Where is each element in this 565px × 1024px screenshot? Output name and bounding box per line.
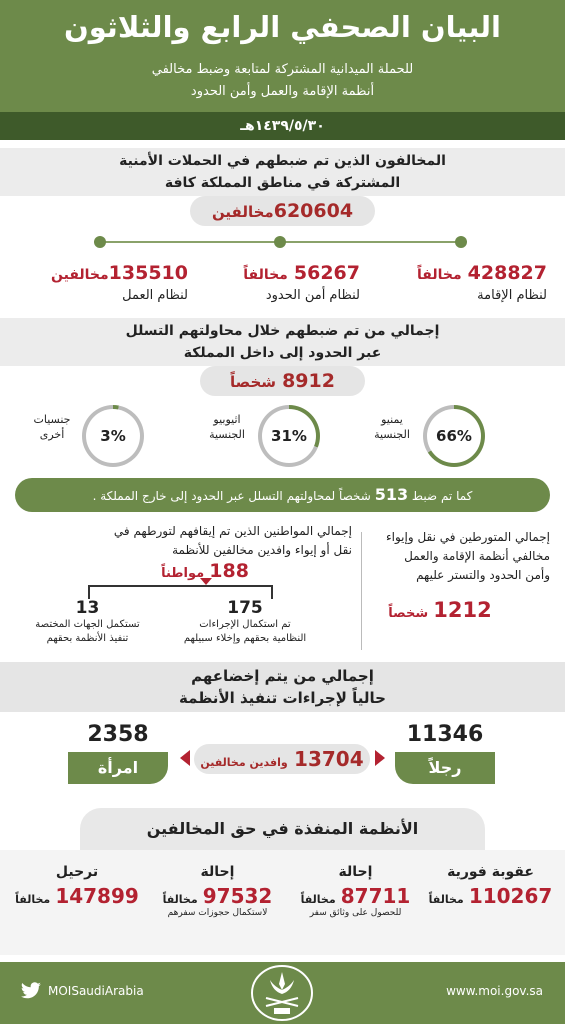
procedures-heading-line-1: إجمالي من يتم إخضاعهم [191,667,374,685]
website-link[interactable]: www.moi.gov.sa [446,984,543,998]
citizens-completed-text-2: النظامية بحقهم وإخلاء سبيلهم [183,633,307,644]
violators-total-value: 620604 [273,200,354,222]
violators-item-border [205,262,360,303]
men-tab [395,752,495,784]
violators-item-labor [18,262,188,303]
violators-heading-line-2: المشتركة في مناطق المملكة كافة [164,175,401,191]
violators-dot-3 [94,236,106,248]
nationality-percent: 31% [262,409,316,463]
involved-unit: شخصاً [388,606,429,621]
nationality-ethiopia-caption [192,412,262,442]
citizens-unit: مواطناً [161,566,205,581]
penalty-unit: مخالفاً [15,893,51,906]
nationality-ethiopia-ring [258,405,320,467]
nationality-yemen-caption [360,412,424,442]
nationality-label-1: اثيوبيو [213,413,241,426]
procedures-heading-band [0,662,565,712]
violators-item-unit: مخالفين [51,267,109,283]
involved-block [360,528,550,585]
involved-text-1: إجمالي المتورطين في نقل وإيواء [386,530,550,544]
subtitle-line-2: أنظمة الإقامة والعمل وأمن الحدود [190,84,375,99]
violators-item-value: 135510 [108,262,188,284]
citizens-pending [25,598,150,646]
violators-item-value: 56267 [293,262,360,284]
women-value: 2358 [87,722,149,747]
nationality-label-2: الجنسية [209,428,245,441]
arrow-right-icon [375,750,385,766]
penalty-note: لاستكمال حجوزات سفرهم [167,908,268,918]
date-bar: ١٤٣٩/٥/٣٠هـ [0,112,565,140]
nationality-other-caption [22,412,82,442]
nationality-yemen-ring [423,405,485,467]
citizens-bracket [88,585,273,599]
citizens-completed [175,598,315,646]
violators-heading-band [0,148,565,196]
penalty-title: إحالة [338,864,373,880]
penalty-value: 147899 [55,884,139,908]
infiltration-total-pill [200,366,365,396]
citizens-block [22,522,352,560]
involved-text-3: وأمن الحدود والتستر عليهم [416,568,550,582]
violators-item-label: لنظام العمل [122,288,188,303]
violators-item-unit: مخالفاً [417,267,462,283]
citizens-value: 188 [209,560,249,582]
involved-value: 1212 [433,598,492,622]
involved-text-2: مخالفي أنظمة الإقامة والعمل [404,549,550,563]
penalty-note: للحصول على وثائق سفر [309,908,402,918]
penalty-deportation [12,864,142,908]
violators-item-unit: مخالفاً [243,267,288,283]
violators-item-label: لنظام الإقامة [477,288,547,303]
nationality-other-ring [82,405,144,467]
nationality-label-1: جنسيات [33,413,71,426]
violators-dot-1 [455,236,467,248]
citizens-completed-value: 175 [227,598,263,618]
exit-note-post: شخصاً لمحاولتهم التسلل عبر الحدود إلى خارج المملكة . [92,489,371,503]
penalty-title: ترحيل [55,864,99,880]
women-label: امرأة [97,758,139,777]
citizens-text-2: نقل أو إيواء وافدين مخالفين للأنظمة [172,543,352,557]
violators-item-label: لنظام أمن الحدود [265,288,360,303]
men-label: رجلاً [428,758,462,777]
penalty-unit: مخالفاً [162,893,198,906]
nationality-percent: 3% [86,409,140,463]
infiltration-heading-line-2: عبر الحدود إلى داخل المملكة [183,345,382,361]
nationality-label-2: أخرى [39,428,65,441]
violators-total-unit: مخالفين [211,203,274,221]
involved-total [365,598,515,622]
procedures-total-unit: وافدين مخالفين [200,756,288,769]
subtitle-line-1: للحملة الميدانية المشتركة لمتابعة وضبط مخالفي [151,62,414,77]
penalty-value: 87711 [340,884,411,908]
citizens-pointer [200,578,212,585]
nationality-label-2: الجنسية [374,428,410,441]
citizens-pending-text-2: تنفيذ الأنظمة بحقهم [46,633,129,644]
penalty-title: إحالة [200,864,235,880]
section-divider [361,532,362,650]
violators-item-value: 428827 [467,262,547,284]
exit-attempt-note [15,478,550,512]
penalty-unit: مخالفاً [300,893,336,906]
violators-heading-line-1: المخالفون الذين تم ضبطهم في الحملات الأمنية [119,153,446,169]
penalty-unit: مخالفاً [428,893,464,906]
page-title: البيان الصحفي الرابع والثلاثون [64,10,501,44]
penalty-value: 110267 [468,884,553,908]
penalty-referral-documents [293,864,418,918]
procedures-total-pill [194,744,370,774]
footer [0,962,565,1024]
nationality-percent: 66% [427,409,481,463]
exit-note-pre: كما تم ضبط [411,489,473,503]
infiltration-heading-band [0,318,565,366]
procedures-heading-line-2: حالياً لإجراءات تنفيذ الأنظمة [179,689,386,707]
infiltration-heading-line-1: إجمالي من تم ضبطهم خلال محاولتهم التسلل [125,323,440,339]
penalty-referral-booking [150,864,285,918]
infiltration-total-unit: شخصاً [230,373,277,391]
exit-value: 513 [374,485,409,504]
men-value: 11346 [406,722,484,747]
arrow-left-icon [180,750,190,766]
header-banner [0,0,565,112]
citizens-completed-text-1: تم استكمال الإجراءات [199,619,291,630]
violators-item-residence [397,262,547,303]
citizens-pending-text-1: تستكمل الجهات المختصة [35,619,140,630]
citizens-pending-value: 13 [75,598,100,618]
penalty-title: عقوبة فورية [447,864,534,880]
violators-dot-2 [274,236,286,248]
infiltration-total-value: 8912 [282,370,335,392]
penalty-immediate [428,864,553,908]
women-tab [68,752,168,784]
penalties-heading: الأنظمة المنفذة في حق المخالفين [80,808,485,850]
violators-total-pill [190,196,375,226]
citizens-text-1: إجمالي المواطنين الذين تم إيقافهم لتورطهم في [113,524,352,538]
procedures-total-value: 13704 [294,747,364,771]
twitter-handle-link[interactable]: MOISaudiArabia [48,984,144,998]
penalty-value: 97532 [202,884,273,908]
nationality-label-1: يمنيو [381,413,403,426]
moi-emblem-icon [248,964,316,1022]
twitter-icon [20,982,42,1000]
